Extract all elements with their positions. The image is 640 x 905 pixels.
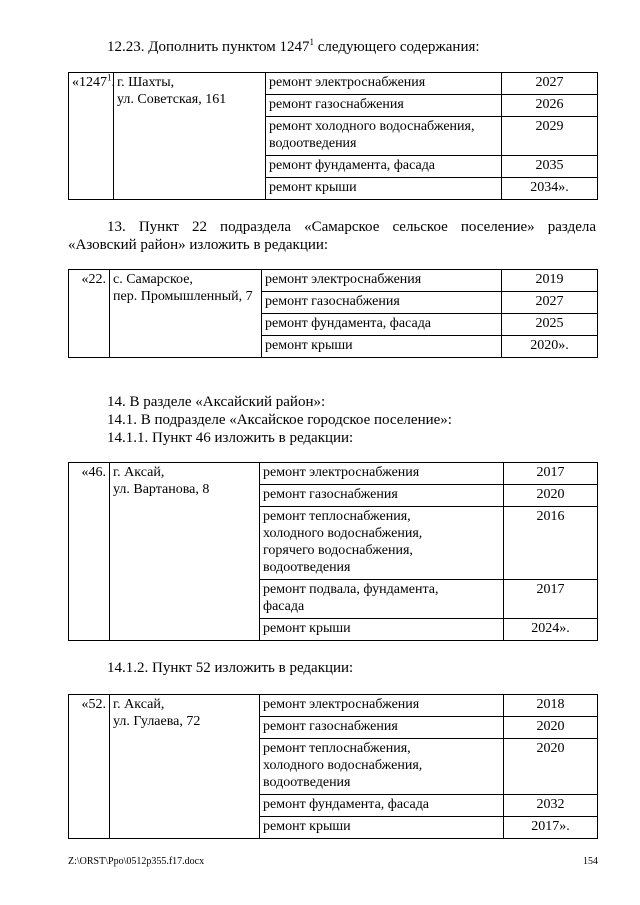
address-cell: г. Шахты, ул. Советская, 161	[114, 73, 266, 200]
item-number-cell: «22.	[69, 270, 110, 358]
work-cell: ремонт теплоснабжения, холодного водоснабжения, водоотведения	[260, 739, 504, 795]
work-cell: ремонт крыши	[266, 178, 502, 200]
address-cell: г. Аксай, ул. Гулаева, 72	[110, 695, 260, 839]
table-row	[69, 270, 598, 292]
heading-text-suffix: следующего содержания:	[313, 39, 480, 55]
work-cell: ремонт подвала, фундамента, фасада	[260, 580, 504, 619]
year-cell: 2024».	[504, 619, 598, 641]
table-item-22	[68, 269, 598, 358]
table-item-52	[68, 694, 598, 839]
year-cell: 2017	[504, 580, 598, 619]
year-cell: 2027	[502, 73, 598, 95]
year-cell: 2027	[502, 292, 598, 314]
item-number-cell: «46.	[69, 463, 110, 641]
year-cell: 2034».	[502, 178, 598, 200]
paragraph-13: 13. Пункт 22 подраздела «Самарское сельское поселение» раздела «Азовский район» изложить в редакции:	[68, 219, 596, 253]
year-cell: 2020	[504, 739, 598, 795]
work-cell: ремонт газоснабжения	[260, 485, 504, 507]
year-cell: 2020	[504, 485, 598, 507]
table-row	[69, 695, 598, 717]
work-cell: ремонт крыши	[260, 619, 504, 641]
item-number-cell: «1247$^1$.	[69, 73, 114, 200]
address-cell: с. Самарское, пер. Промышленный, 7	[110, 270, 262, 358]
year-cell: 2019	[502, 270, 598, 292]
work-cell: ремонт газоснабжения	[266, 95, 502, 117]
year-cell: 2020	[504, 717, 598, 739]
table-row	[69, 73, 598, 95]
work-cell: ремонт холодного водоснабжения, водоотведения	[266, 117, 502, 156]
work-cell: ремонт крыши	[262, 336, 502, 358]
work-cell: ремонт газоснабжения	[262, 292, 502, 314]
work-cell: ремонт электроснабжения	[260, 463, 504, 485]
year-cell: 2016	[504, 507, 598, 580]
year-cell: 2026	[502, 95, 598, 117]
year-cell: 2017	[504, 463, 598, 485]
work-cell: ремонт электроснабжения	[262, 270, 502, 292]
year-cell: 2017».	[504, 817, 598, 839]
paragraph-14-1: 14.1. В подразделе «Аксайское городское поселение»:	[107, 412, 452, 428]
superscript: 1	[309, 37, 314, 47]
paragraph-14: 14. В разделе «Аксайский район»:	[107, 394, 326, 410]
table-item-1247	[68, 72, 598, 200]
work-cell: ремонт газоснабжения	[260, 717, 504, 739]
work-cell: ремонт фундамента, фасада	[262, 314, 502, 336]
item-number-cell: «52.	[69, 695, 110, 839]
paragraph-12-23	[107, 38, 607, 56]
work-cell: ремонт фундамента, фасада	[260, 795, 504, 817]
paragraph-14-1-2: 14.1.2. Пункт 52 изложить в редакции:	[107, 660, 354, 676]
heading-text: 12.23. Дополнить пунктом 1247	[107, 39, 310, 55]
paragraph-14-1-1: 14.1.1. Пункт 46 изложить в редакции:	[107, 430, 354, 446]
work-cell: ремонт теплоснабжения, холодного водоснабжения, горячего водоснабжения, водоотведения	[260, 507, 504, 580]
address-cell: г. Аксай, ул. Вартанова, 8	[110, 463, 260, 641]
footer-file-path: Z:\ORST\Ppo\0512p355.f17.docx	[68, 856, 205, 867]
table-item-46	[68, 462, 598, 641]
year-cell: 2020».	[502, 336, 598, 358]
year-cell: 2018	[504, 695, 598, 717]
work-cell: ремонт фундамента, фасада	[266, 156, 502, 178]
work-cell: ремонт крыши	[260, 817, 504, 839]
footer-page-number: 154	[583, 856, 598, 867]
table-row	[69, 463, 598, 485]
work-cell: ремонт электроснабжения	[266, 73, 502, 95]
year-cell: 2032	[504, 795, 598, 817]
year-cell: 2029	[502, 117, 598, 156]
work-cell: ремонт электроснабжения	[260, 695, 504, 717]
year-cell: 2035	[502, 156, 598, 178]
year-cell: 2025	[502, 314, 598, 336]
